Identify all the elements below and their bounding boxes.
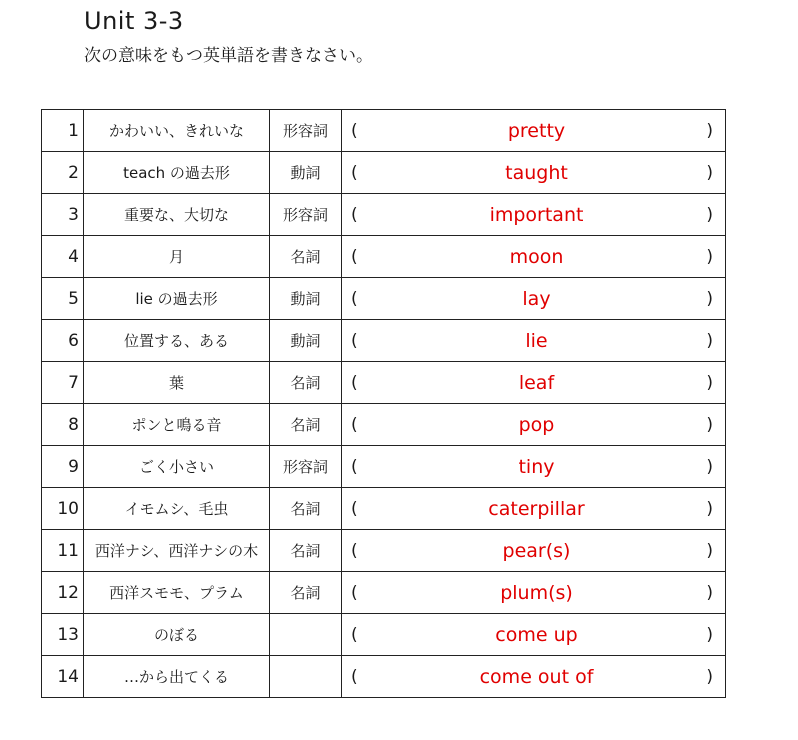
close-parenthesis: ) (706, 246, 713, 267)
page-title: Unit 3-3 (84, 7, 184, 35)
close-parenthesis: ) (706, 666, 713, 687)
japanese-meaning: ごく小さい (84, 446, 270, 488)
open-parenthesis: ( (351, 624, 358, 645)
table-row (42, 362, 726, 404)
english-answer: important (489, 203, 584, 226)
answer-cell (342, 446, 726, 488)
part-of-speech: 動詞 (270, 152, 342, 194)
part-of-speech (270, 656, 342, 698)
answer-cell (342, 194, 726, 236)
open-parenthesis: ( (351, 330, 358, 351)
table-row (42, 194, 726, 236)
vocabulary-table-body (42, 110, 726, 698)
table-row (42, 572, 726, 614)
part-of-speech: 動詞 (270, 320, 342, 362)
english-answer: pear(s) (502, 539, 571, 562)
row-number: 10 (42, 488, 84, 530)
row-number: 14 (42, 656, 84, 698)
table-row (42, 278, 726, 320)
open-parenthesis: ( (351, 498, 358, 519)
table-row (42, 236, 726, 278)
table-row (42, 530, 726, 572)
part-of-speech: 形容詞 (270, 446, 342, 488)
english-answer: taught (505, 161, 568, 184)
part-of-speech: 形容詞 (270, 110, 342, 152)
answer-cell (342, 152, 726, 194)
japanese-meaning: ポンと鳴る音 (84, 404, 270, 446)
close-parenthesis: ) (706, 288, 713, 309)
japanese-meaning: …から出てくる (84, 656, 270, 698)
row-number: 9 (42, 446, 84, 488)
japanese-meaning: 重要な、大切な (84, 194, 270, 236)
english-answer: lie (525, 329, 548, 352)
answer-cell (342, 278, 726, 320)
open-parenthesis: ( (351, 582, 358, 603)
japanese-meaning: のぼる (84, 614, 270, 656)
close-parenthesis: ) (706, 162, 713, 183)
table-row (42, 152, 726, 194)
japanese-meaning: かわいい、きれいな (84, 110, 270, 152)
japanese-meaning: 葉 (84, 362, 270, 404)
japanese-meaning: 西洋スモモ、プラム (84, 572, 270, 614)
answer-cell (342, 488, 726, 530)
open-parenthesis: ( (351, 540, 358, 561)
answer-cell (342, 320, 726, 362)
row-number: 8 (42, 404, 84, 446)
part-of-speech: 動詞 (270, 278, 342, 320)
close-parenthesis: ) (706, 204, 713, 225)
close-parenthesis: ) (706, 456, 713, 477)
close-parenthesis: ) (706, 330, 713, 351)
answer-cell (342, 614, 726, 656)
part-of-speech: 形容詞 (270, 194, 342, 236)
close-parenthesis: ) (706, 372, 713, 393)
english-answer: caterpillar (488, 497, 585, 520)
open-parenthesis: ( (351, 372, 358, 393)
row-number: 11 (42, 530, 84, 572)
table-row (42, 404, 726, 446)
vocabulary-table (41, 109, 726, 698)
english-answer: plum(s) (500, 581, 573, 604)
answer-cell (342, 404, 726, 446)
part-of-speech: 名詞 (270, 530, 342, 572)
english-answer: moon (509, 245, 564, 268)
row-number: 2 (42, 152, 84, 194)
part-of-speech: 名詞 (270, 572, 342, 614)
japanese-meaning: イモムシ、毛虫 (84, 488, 270, 530)
table-row (42, 446, 726, 488)
answer-cell (342, 656, 726, 698)
row-number: 6 (42, 320, 84, 362)
japanese-meaning: 西洋ナシ、西洋ナシの木 (84, 530, 270, 572)
table-row (42, 488, 726, 530)
part-of-speech: 名詞 (270, 488, 342, 530)
close-parenthesis: ) (706, 120, 713, 141)
english-answer: come out of (479, 665, 594, 688)
table-row (42, 320, 726, 362)
row-number: 7 (42, 362, 84, 404)
answer-cell (342, 572, 726, 614)
answer-cell (342, 530, 726, 572)
part-of-speech (270, 614, 342, 656)
row-number: 1 (42, 110, 84, 152)
japanese-meaning: teach の過去形 (84, 152, 270, 194)
english-answer: pop (518, 413, 555, 436)
english-answer: lay (522, 287, 551, 310)
close-parenthesis: ) (706, 624, 713, 645)
part-of-speech: 名詞 (270, 362, 342, 404)
japanese-meaning: lie の過去形 (84, 278, 270, 320)
row-number: 5 (42, 278, 84, 320)
close-parenthesis: ) (706, 540, 713, 561)
table-row (42, 614, 726, 656)
row-number: 4 (42, 236, 84, 278)
close-parenthesis: ) (706, 582, 713, 603)
close-parenthesis: ) (706, 414, 713, 435)
japanese-meaning: 位置する、ある (84, 320, 270, 362)
row-number: 13 (42, 614, 84, 656)
answer-cell (342, 362, 726, 404)
table-row (42, 656, 726, 698)
open-parenthesis: ( (351, 414, 358, 435)
part-of-speech: 名詞 (270, 404, 342, 446)
open-parenthesis: ( (351, 666, 358, 687)
table-row (42, 110, 726, 152)
open-parenthesis: ( (351, 246, 358, 267)
english-answer: come up (495, 623, 578, 646)
part-of-speech: 名詞 (270, 236, 342, 278)
answer-cell (342, 236, 726, 278)
english-answer: tiny (518, 455, 555, 478)
open-parenthesis: ( (351, 120, 358, 141)
instruction-text: 次の意味をもつ英単語を書きなさい。 (84, 46, 373, 66)
open-parenthesis: ( (351, 456, 358, 477)
row-number: 12 (42, 572, 84, 614)
japanese-meaning: 月 (84, 236, 270, 278)
row-number: 3 (42, 194, 84, 236)
open-parenthesis: ( (351, 204, 358, 225)
english-answer: pretty (507, 119, 566, 142)
open-parenthesis: ( (351, 288, 358, 309)
english-answer: leaf (518, 371, 555, 394)
open-parenthesis: ( (351, 162, 358, 183)
answer-cell (342, 110, 726, 152)
close-parenthesis: ) (706, 498, 713, 519)
